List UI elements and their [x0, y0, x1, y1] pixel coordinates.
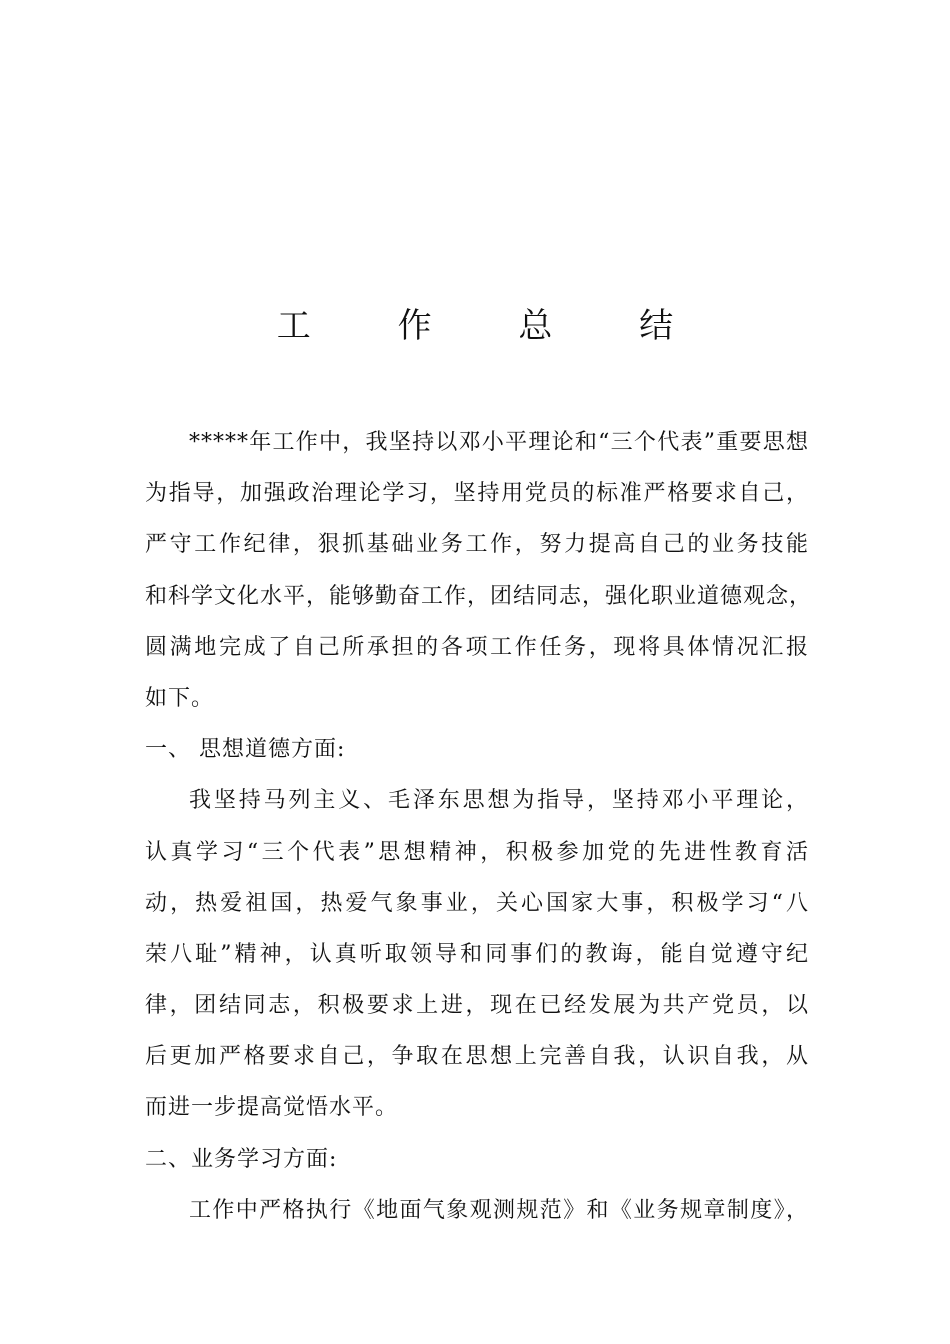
paragraph-line: 工作中严格执行《地面气象观测规范》和《业务规章制度》， — [189, 1197, 809, 1223]
section-heading: 一、 思想道德方面: — [145, 737, 346, 763]
paragraph-line: 后更加严格要求自己，争取在思想上完善自我，认识自我，从 — [145, 1044, 809, 1070]
paragraph-line: *****年工作中，我坚持以邓小平理论和“三个代表”重要思想 — [189, 430, 809, 455]
paragraph-line: 动，热爱祖国，热爱气象事业，关心国家大事，积极学习“八 — [145, 890, 809, 916]
paragraph-line: 我坚持马列主义、毛泽东思想为指导，坚持邓小平理论， — [189, 788, 809, 814]
paragraph-line: 律，团结同志，积极要求上进，现在已经发展为共产党员，以 — [145, 993, 809, 1019]
paragraph-line: 而进一步提高觉悟水平。 — [145, 1095, 399, 1121]
paragraph-line: 严守工作纪律，狠抓基础业务工作，努力提高自己的业务技能 — [145, 532, 809, 558]
paragraph-line: 为指导，加强政治理论学习，坚持用党员的标准严格要求自己， — [145, 481, 809, 507]
paragraph-line: 荣八耻”精神，认真听取领导和同事们的教诲，能自觉遵守纪 — [145, 941, 809, 967]
section-heading: 二、业务学习方面: — [145, 1146, 338, 1172]
paragraph-line: 认真学习“三个代表”思想精神，积极参加党的先进性教育活 — [145, 839, 809, 865]
document-body — [145, 417, 813, 1236]
paragraph-line: 圆满地完成了自己所承担的各项工作任务，现将具体情况汇报 — [145, 634, 809, 660]
paragraph-line: 和科学文化水平，能够勤奋工作，团结同志，强化职业道德观念， — [145, 583, 813, 609]
document-title: 工 作 总 结 — [276, 306, 712, 346]
paragraph-line: 如下。 — [145, 685, 215, 711]
